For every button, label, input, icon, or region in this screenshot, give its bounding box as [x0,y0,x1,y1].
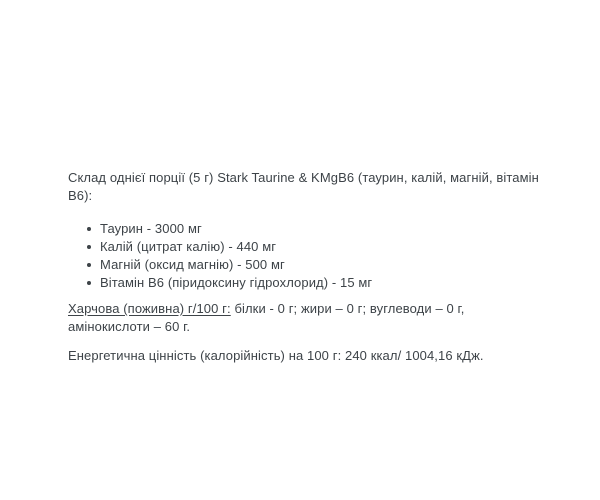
serving-composition-text: Склад однієї порції (5 г) Stark Taurine & KMgB6 (таурин, калій, магній, вітамін B6): [68,170,539,203]
list-item: Магній (оксид магнію) - 500 мг [100,256,545,274]
list-item: Вітамін B6 (піридоксину гідрохлорид) - 15 мг [100,274,545,292]
list-item: Таурин - 3000 мг [100,220,545,238]
product-description [68,169,545,365]
nutrition-label: Харчова (поживна) г/100 г: [68,301,231,316]
nutrition-values: білки - 0 г; жири – 0 г; вуглеводи – 0 г, амінокислоти – 60 г. [68,301,465,334]
list-item: Калій (цитрат калію) - 440 мг [100,238,545,256]
nutrition-line [68,300,545,336]
ingredients-list [68,220,545,292]
energy-value-text: Енергетична цінність (калорійність) на 100 г: 240 ккал/ 1004,16 кДж. [68,348,484,363]
